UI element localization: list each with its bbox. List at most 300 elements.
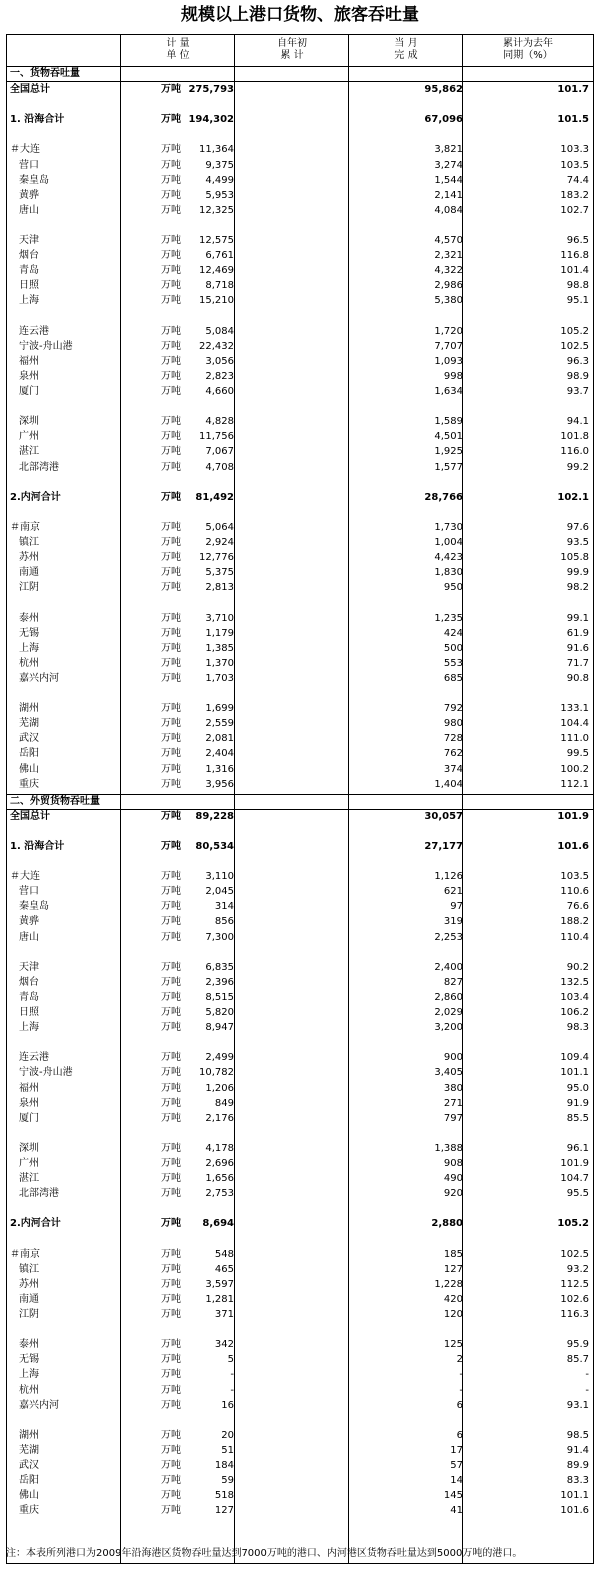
- yoy-percent: 111.0: [560, 733, 589, 745]
- port-name: 湖州: [19, 1429, 39, 1441]
- port-name: 武汉: [19, 1460, 39, 1471]
- cumulative-value: 3,597: [205, 1278, 234, 1290]
- month-value: 2,860: [434, 991, 463, 1003]
- port-name: 日照: [19, 1007, 39, 1018]
- page-title: 规模以上港口货物、旅客吞吐量: [181, 5, 419, 25]
- table-row: [7, 384, 593, 399]
- yoy-percent: 95.9: [566, 1339, 589, 1351]
- port-name: 青岛: [19, 265, 39, 277]
- port-name: 泰州: [19, 1339, 39, 1351]
- month-value: 4,084: [434, 204, 463, 216]
- yoy-percent: 188.2: [560, 916, 589, 928]
- table-row: [7, 248, 593, 263]
- unit-cell: 万吨: [161, 1188, 181, 1200]
- table-row: [7, 1081, 593, 1096]
- table-row: [7, 550, 593, 565]
- cumulative-value: 12,575: [199, 235, 234, 246]
- yoy-percent: 93.7: [566, 386, 589, 397]
- unit-cell: 万吨: [161, 916, 181, 928]
- yoy-percent: 98.9: [566, 370, 589, 382]
- cumulative-value: 518: [214, 1490, 234, 1502]
- port-name: 深圳: [19, 416, 39, 428]
- yoy-percent: 102.7: [560, 204, 589, 216]
- port-name: 泉州: [19, 370, 39, 382]
- cumulative-value: 8,947: [205, 1022, 234, 1034]
- unit-cell: 万吨: [161, 1067, 181, 1079]
- port-name: 江阴: [19, 582, 39, 594]
- cumulative-value: 12,776: [199, 552, 234, 564]
- port-name: 泉州: [19, 1097, 39, 1109]
- cumulative-value: -: [230, 1369, 234, 1381]
- table-row: [7, 656, 593, 671]
- port-name: ＃大连: [10, 144, 40, 156]
- month-value: 4,423: [434, 552, 463, 564]
- cumulative-value: 5: [227, 1354, 234, 1366]
- unit-cell: 万吨: [161, 1369, 181, 1381]
- cumulative-value: 2,176: [205, 1112, 234, 1124]
- month-value: 420: [443, 1293, 463, 1305]
- table-row: [7, 1307, 593, 1322]
- cumulative-value: 184: [214, 1460, 234, 1471]
- port-name: 1. 沿海合计: [10, 114, 65, 126]
- table-row: [7, 354, 593, 369]
- table-row: [7, 82, 593, 97]
- table-row: [7, 1443, 593, 1458]
- month-value: 17: [450, 1444, 463, 1456]
- unit-cell: 万吨: [161, 1384, 181, 1396]
- month-value: 920: [443, 1188, 463, 1200]
- port-name: 广州: [19, 1158, 39, 1169]
- table-row: [7, 414, 593, 429]
- port-name: 武汉: [19, 733, 39, 745]
- unit-cell: 万吨: [161, 552, 181, 564]
- month-value: 908: [443, 1158, 463, 1169]
- cumulative-value: 2,823: [205, 370, 234, 382]
- port-name: 江阴: [19, 1309, 39, 1320]
- month-value: 28,766: [424, 491, 463, 503]
- unit-cell: 万吨: [161, 1444, 181, 1456]
- cumulative-value: 2,404: [205, 748, 234, 760]
- month-value: 1,004: [434, 537, 463, 548]
- table-row: [7, 899, 593, 914]
- cumulative-value: 275,793: [188, 84, 234, 95]
- month-value: 1,589: [434, 416, 463, 428]
- unit-cell: 万吨: [161, 370, 181, 382]
- month-value: 1,228: [434, 1278, 463, 1290]
- yoy-percent: 89.9: [566, 1460, 589, 1471]
- cumulative-value: 1,699: [205, 703, 234, 715]
- cumulative-value: 5,064: [205, 521, 234, 533]
- month-value: 2,321: [434, 250, 463, 262]
- table-row: [7, 233, 593, 248]
- section-heading: [7, 794, 593, 810]
- unit-cell: 万吨: [161, 204, 181, 216]
- yoy-percent: 101.6: [560, 1505, 589, 1517]
- unit-cell: 万吨: [161, 461, 181, 473]
- unit-cell: 万吨: [161, 280, 181, 292]
- cumulative-value: 12,469: [199, 265, 234, 277]
- port-name: 1. 沿海合计: [10, 840, 65, 852]
- yoy-percent: 110.6: [560, 886, 589, 898]
- port-name: 南通: [19, 567, 39, 579]
- table-row: [7, 869, 593, 884]
- cumulative-value: 11,756: [199, 431, 234, 443]
- month-value: 7,707: [434, 340, 463, 352]
- yoy-percent: 96.3: [566, 355, 589, 367]
- port-name: 厦门: [19, 1112, 39, 1124]
- month-value: 827: [443, 976, 463, 988]
- cumulative-value: 2,753: [205, 1188, 234, 1200]
- yoy-percent: 103.4: [560, 991, 589, 1003]
- cumulative-value: 6,761: [205, 250, 234, 262]
- port-name: 深圳: [19, 1142, 39, 1154]
- month-value: 1,634: [434, 386, 463, 397]
- unit-cell: 万吨: [161, 886, 181, 898]
- yoy-percent: 104.4: [560, 718, 589, 730]
- cumulative-value: 5,953: [205, 189, 234, 201]
- table-row: [7, 1020, 593, 1035]
- month-value: 1,544: [434, 174, 463, 186]
- port-name: 北部湾港: [19, 1188, 59, 1200]
- month-value: 120: [443, 1309, 463, 1320]
- table-row: [7, 1141, 593, 1156]
- port-name: 无锡: [19, 627, 39, 639]
- cumulative-value: 1,385: [205, 642, 234, 654]
- cumulative-value: 20: [221, 1429, 234, 1441]
- month-value: 4,570: [434, 235, 463, 246]
- unit-cell: 万吨: [161, 1505, 181, 1517]
- table-row: [7, 1458, 593, 1473]
- unit-cell: 万吨: [161, 265, 181, 277]
- table-row: [7, 1096, 593, 1111]
- yoy-percent: 98.8: [566, 280, 589, 292]
- cumulative-value: 314: [214, 901, 234, 913]
- yoy-percent: -: [585, 1384, 589, 1396]
- unit-cell: 万吨: [161, 1097, 181, 1109]
- cumulative-value: 2,924: [205, 537, 234, 548]
- table-row: [7, 1428, 593, 1443]
- unit-cell: 万吨: [161, 672, 181, 684]
- month-value: 500: [443, 642, 463, 654]
- cumulative-value: 3,110: [205, 871, 234, 883]
- month-value: 1,404: [434, 778, 463, 790]
- header-unit-line2: 单 位: [166, 50, 190, 61]
- yoy-percent: 105.2: [560, 325, 589, 337]
- port-name: 湛江: [19, 1173, 39, 1185]
- unit-cell: 万吨: [161, 1278, 181, 1290]
- cumulative-value: 81,492: [195, 491, 234, 503]
- unit-cell: 万吨: [161, 235, 181, 246]
- month-value: 1,925: [434, 446, 463, 458]
- yoy-percent: 109.4: [560, 1052, 589, 1064]
- unit-cell: 万吨: [161, 1142, 181, 1154]
- port-name: 苏州: [19, 552, 39, 564]
- unit-cell: 万吨: [161, 748, 181, 760]
- month-value: 125: [443, 1339, 463, 1351]
- month-value: 424: [443, 627, 463, 639]
- unit-cell: 万吨: [161, 446, 181, 458]
- port-name: 唐山: [19, 204, 39, 216]
- unit-cell: 万吨: [161, 1158, 181, 1169]
- unit-cell: 万吨: [161, 159, 181, 171]
- unit-cell: 万吨: [161, 901, 181, 913]
- throughput-table: [6, 34, 594, 1564]
- yoy-percent: 85.7: [566, 1354, 589, 1366]
- month-value: 762: [443, 748, 463, 760]
- month-value: 1,235: [434, 612, 463, 624]
- table-row: [7, 1156, 593, 1171]
- table-row: [7, 1216, 593, 1231]
- month-value: 553: [443, 657, 463, 669]
- port-name: 重庆: [19, 1505, 39, 1517]
- unit-cell: 万吨: [161, 174, 181, 186]
- cumulative-value: -: [230, 1384, 234, 1396]
- cumulative-value: 8,515: [205, 991, 234, 1003]
- month-value: 41: [450, 1505, 463, 1517]
- unit-cell: 万吨: [161, 1354, 181, 1366]
- unit-cell: 万吨: [161, 1052, 181, 1064]
- port-name: 天津: [19, 961, 39, 973]
- yoy-percent: 102.5: [560, 1248, 589, 1260]
- port-name: ＃大连: [10, 871, 40, 883]
- table-row: [7, 1503, 593, 1518]
- cumulative-value: 16: [221, 1399, 234, 1411]
- yoy-percent: 95.0: [566, 1082, 589, 1094]
- table-row: [7, 444, 593, 459]
- unit-cell: 万吨: [161, 703, 181, 715]
- port-name: 全国总计: [10, 84, 50, 95]
- header-cumulative: [235, 38, 349, 64]
- unit-cell: 万吨: [161, 1490, 181, 1502]
- month-value: 67,096: [424, 114, 463, 126]
- unit-cell: 万吨: [161, 537, 181, 548]
- yoy-percent: 99.5: [566, 748, 589, 760]
- yoy-percent: 100.2: [560, 763, 589, 775]
- table-row: [7, 1005, 593, 1020]
- cumulative-value: 1,703: [205, 672, 234, 684]
- port-name: 2.内河合计: [10, 491, 61, 503]
- table-row: [7, 490, 593, 505]
- month-value: 900: [443, 1052, 463, 1064]
- yoy-percent: 101.1: [560, 1067, 589, 1079]
- header-month-line2: 完 成: [394, 50, 418, 61]
- unit-cell: 万吨: [161, 1248, 181, 1260]
- yoy-percent: 99.2: [566, 461, 589, 473]
- yoy-percent: 99.9: [566, 567, 589, 579]
- header-unit: [121, 38, 235, 64]
- cumulative-value: 2,499: [205, 1052, 234, 1064]
- port-name: 连云港: [19, 1052, 49, 1064]
- yoy-percent: -: [585, 1369, 589, 1381]
- cumulative-value: 2,559: [205, 718, 234, 730]
- port-name: 南通: [19, 1293, 39, 1305]
- table-row: [7, 701, 593, 716]
- yoy-percent: 101.7: [557, 84, 589, 95]
- table-row: [7, 1352, 593, 1367]
- yoy-percent: 85.5: [566, 1112, 589, 1124]
- port-name: 岳阳: [19, 748, 39, 760]
- port-name: 福州: [19, 1082, 39, 1094]
- port-name: 唐山: [19, 931, 39, 943]
- port-name: ＃南京: [10, 1248, 40, 1260]
- table-row: [7, 1292, 593, 1307]
- table-row: [7, 203, 593, 218]
- table-row: [7, 839, 593, 854]
- unit-cell: 万吨: [161, 340, 181, 352]
- table-row: [7, 975, 593, 990]
- month-value: 14: [450, 1475, 463, 1487]
- unit-cell: 万吨: [161, 567, 181, 579]
- unit-cell: 万吨: [161, 961, 181, 973]
- month-value: 2,880: [431, 1218, 463, 1230]
- table-row: [7, 520, 593, 535]
- month-value: 1,388: [434, 1142, 463, 1154]
- month-value: 3,405: [434, 1067, 463, 1079]
- cumulative-value: 89,228: [195, 810, 234, 822]
- yoy-percent: 90.8: [566, 672, 589, 684]
- port-name: 嘉兴内河: [19, 672, 59, 684]
- header-yoy: [463, 38, 593, 64]
- port-name: 重庆: [19, 778, 39, 790]
- table-row: [7, 429, 593, 444]
- month-value: 4,322: [434, 265, 463, 277]
- cumulative-value: 1,370: [205, 657, 234, 669]
- yoy-percent: 105.8: [560, 552, 589, 564]
- month-value: -: [459, 1384, 463, 1396]
- port-name: 福州: [19, 355, 39, 367]
- cumulative-value: 1,179: [205, 627, 234, 639]
- port-name: 泰州: [19, 612, 39, 624]
- table-row: [7, 142, 593, 157]
- table-row: [7, 263, 593, 278]
- table-row: [7, 112, 593, 127]
- port-name: 宁波-舟山港: [19, 340, 73, 352]
- unit-cell: 万吨: [161, 1460, 181, 1471]
- table-row: [7, 746, 593, 761]
- month-value: 621: [443, 886, 463, 898]
- port-name: 杭州: [19, 657, 39, 669]
- unit-cell: 万吨: [161, 976, 181, 988]
- cumulative-value: 465: [214, 1263, 234, 1275]
- table-row: [7, 293, 593, 308]
- month-value: 4,501: [434, 431, 463, 443]
- cumulative-value: 8,694: [202, 1218, 234, 1230]
- port-name: 烟台: [19, 976, 39, 988]
- month-value: 127: [443, 1263, 463, 1275]
- cumulative-value: 4,178: [205, 1142, 234, 1154]
- table-row: [7, 324, 593, 339]
- cumulative-value: 5,820: [205, 1007, 234, 1018]
- cumulative-value: 2,045: [205, 886, 234, 898]
- port-name: 杭州: [19, 1384, 39, 1396]
- unit-cell: 万吨: [161, 657, 181, 669]
- yoy-percent: 101.4: [560, 265, 589, 277]
- cumulative-value: 22,432: [199, 340, 234, 352]
- unit-cell: 万吨: [161, 1007, 181, 1018]
- cumulative-value: 4,499: [205, 174, 234, 186]
- unit-cell: 万吨: [161, 991, 181, 1003]
- header-yoy-line2: 同期（%）: [503, 50, 553, 61]
- port-name: 营口: [19, 886, 39, 898]
- yoy-percent: 90.2: [566, 961, 589, 973]
- port-name: 营口: [19, 159, 39, 171]
- port-name: 嘉兴内河: [19, 1399, 59, 1411]
- unit-cell: 万吨: [161, 931, 181, 943]
- port-name: 无锡: [19, 1354, 39, 1366]
- month-value: 2,141: [434, 189, 463, 201]
- yoy-percent: 101.9: [557, 810, 589, 822]
- section-title: 二、外贸货物吞吐量: [10, 795, 100, 807]
- cumulative-value: 849: [214, 1097, 234, 1109]
- month-value: 95,862: [424, 84, 463, 95]
- cumulative-value: 59: [221, 1475, 234, 1487]
- yoy-percent: 183.2: [560, 189, 589, 201]
- month-value: 728: [443, 733, 463, 745]
- cumulative-value: 8,718: [205, 280, 234, 292]
- yoy-percent: 133.1: [560, 703, 589, 715]
- port-name: 秦皇岛: [19, 174, 49, 186]
- table-row: [7, 565, 593, 580]
- unit-cell: 万吨: [161, 1293, 181, 1305]
- table-row: [7, 762, 593, 777]
- table-header: [7, 35, 593, 67]
- cumulative-value: 10,782: [199, 1067, 234, 1079]
- yoy-percent: 93.2: [566, 1263, 589, 1275]
- month-value: 380: [443, 1082, 463, 1094]
- yoy-percent: 101.5: [557, 114, 589, 126]
- unit-cell: 万吨: [161, 1399, 181, 1411]
- month-value: 5,380: [434, 295, 463, 307]
- cumulative-value: 4,828: [205, 416, 234, 428]
- yoy-percent: 132.5: [560, 976, 589, 988]
- port-name: 日照: [19, 280, 39, 292]
- unit-cell: 万吨: [161, 1218, 181, 1230]
- unit-cell: 万吨: [161, 295, 181, 307]
- yoy-percent: 97.6: [566, 521, 589, 533]
- cumulative-value: 1,281: [205, 1293, 234, 1305]
- yoy-percent: 106.2: [560, 1007, 589, 1018]
- cumulative-value: 51: [221, 1444, 234, 1456]
- unit-cell: 万吨: [161, 582, 181, 594]
- unit-cell: 万吨: [161, 1173, 181, 1185]
- cumulative-value: 4,708: [205, 461, 234, 473]
- table-row: [7, 716, 593, 731]
- yoy-percent: 104.7: [560, 1173, 589, 1185]
- table-row: [7, 1186, 593, 1201]
- table-row: [7, 671, 593, 686]
- table-row: [7, 960, 593, 975]
- port-name: 芜湖: [19, 1444, 39, 1456]
- month-value: 97: [450, 901, 463, 913]
- unit-cell: 万吨: [161, 1339, 181, 1351]
- unit-cell: 万吨: [161, 642, 181, 654]
- cumulative-value: 127: [214, 1505, 234, 1517]
- month-value: 980: [443, 718, 463, 730]
- month-value: -: [459, 1369, 463, 1381]
- unit-cell: 万吨: [161, 114, 181, 126]
- month-value: 27,177: [424, 840, 463, 852]
- unit-cell: 万吨: [161, 144, 181, 156]
- unit-cell: 万吨: [161, 189, 181, 201]
- month-value: 30,057: [424, 810, 463, 822]
- unit-cell: 万吨: [161, 355, 181, 367]
- port-name: 全国总计: [10, 810, 50, 822]
- cumulative-value: 1,206: [205, 1082, 234, 1094]
- yoy-percent: 98.2: [566, 582, 589, 594]
- month-value: 3,200: [434, 1022, 463, 1034]
- port-name: 广州: [19, 431, 39, 443]
- yoy-percent: 116.3: [560, 1309, 589, 1320]
